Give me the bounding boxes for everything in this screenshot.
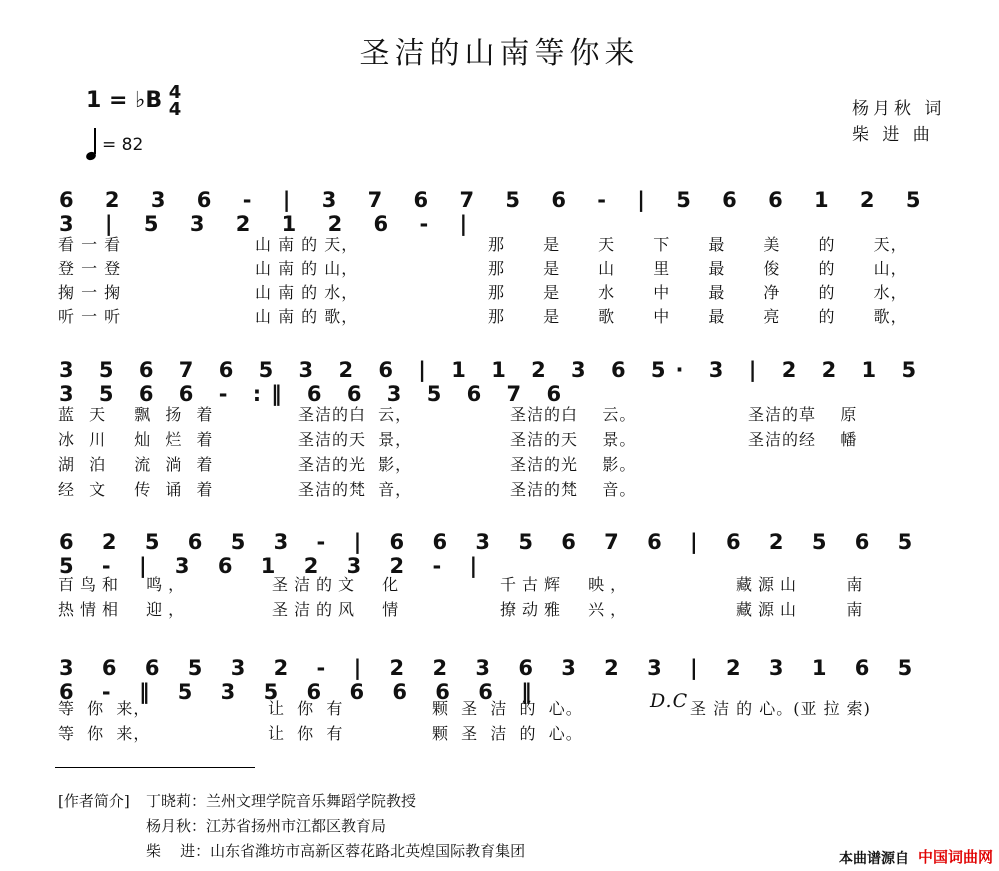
lyric-line	[58, 232, 121, 255]
time-numerator: 4	[168, 82, 182, 103]
quarter-note-icon	[86, 128, 98, 162]
lyric-segment: 那 是 天 下 最 美 的 天，	[488, 235, 908, 254]
lyric-segment: 圣洁的光 影。	[510, 455, 637, 474]
lyric-line	[736, 597, 868, 620]
lyric-segment: 百鸟和 鸣，	[58, 575, 191, 594]
lyric-segment: 看 一 看	[58, 235, 122, 254]
lyric-segment: 圣洁的经 幡	[748, 430, 858, 449]
lyric-segment: 那 是 歌 中 最 亮 的 歌，	[488, 307, 908, 326]
footer-label: [作者简介]	[58, 792, 130, 810]
music-line-3	[55, 530, 945, 578]
lyric-line	[690, 696, 871, 719]
lyric-line	[268, 696, 343, 719]
lyric-segment: 圣洁的天 景，	[298, 430, 413, 449]
lyric-line	[58, 256, 121, 279]
lyric-segment: 山 南 的 天，	[255, 235, 359, 254]
lyric-segment: 山 南 的 水，	[255, 283, 359, 302]
footer-line: 丁晓莉：兰州文理学院音乐舞蹈学院教授	[146, 792, 417, 810]
lyric-line	[255, 280, 358, 303]
lyric-segment: 蓝 天 飘 扬 着	[58, 405, 214, 424]
lyric-segment: 等 你 来，	[58, 724, 151, 743]
footer-divider	[55, 767, 255, 768]
composer-credit: 柴 进 曲	[852, 125, 934, 145]
footer-line: 柴 进：山东省潍坊市高新区蓉花路北英煌国际教育集团	[146, 842, 526, 860]
lyric-line	[255, 256, 358, 279]
lyric-segment: 那 是 水 中 最 净 的 水，	[488, 283, 908, 302]
lyric-line	[298, 427, 412, 450]
lyric-line	[510, 402, 636, 425]
lyric-segment: 经 文 传 诵 着	[58, 480, 214, 499]
lyric-segment: 圣洁的天 景。	[510, 430, 637, 449]
lyric-segment: 撩动雅 兴，	[500, 600, 633, 619]
lyric-segment: 登 一 登	[58, 259, 122, 278]
lyric-line	[58, 452, 213, 475]
lyric-segment: 等 你 来，	[58, 699, 151, 718]
lyric-segment: 听 一 听	[58, 307, 122, 326]
lyric-line	[58, 427, 213, 450]
lyric-segment: 掬 一 掬	[58, 283, 122, 302]
dc-marking	[650, 690, 688, 712]
lyric-segment: 那 是 山 里 最 俊 的 山，	[488, 259, 908, 278]
page-title: 圣洁的山南等你来	[359, 36, 640, 71]
key-signature: 1 = ♭B	[86, 88, 163, 113]
lyric-line	[58, 597, 190, 620]
lyric-segment: 圣洁的草 原	[748, 405, 858, 424]
lyric-line	[432, 696, 583, 719]
notation-text: 3 5 6 7 6 5 3 2 6 | 1 1 2 3 6 5· 3 | 2 2 1 5 3 5 6 6 - :‖ 6 6 3 5 6 7 6	[59, 358, 927, 406]
lyric-segment: 山 南 的 歌，	[255, 307, 359, 326]
lyric-segment: 让 你 有	[268, 699, 344, 718]
lyric-line	[298, 477, 412, 500]
lyric-segment: 圣洁的光 影，	[298, 455, 413, 474]
time-signature	[168, 84, 182, 118]
music-line-1	[55, 188, 945, 236]
lyric-segment: 让 你 有	[268, 724, 344, 743]
lyric-line	[488, 280, 908, 303]
lyric-line	[58, 280, 121, 303]
lyric-segment: 山 南 的 山，	[255, 259, 359, 278]
lyric-segment: 藏源山 南	[736, 575, 869, 594]
lyric-line	[736, 572, 868, 595]
lyric-line	[272, 572, 404, 595]
music-line-2	[55, 358, 945, 406]
lyric-line	[488, 304, 908, 327]
lyric-line	[510, 427, 636, 450]
notation-text: 3 6 6 5 3 2 - | 2 2 3 6 3 2 3 | 2 3 1 6 5 6 - ‖ 5 3 5 6 6 6 6 6 ‖	[59, 656, 925, 704]
lyric-segment: 圣洁的白 云，	[298, 405, 413, 424]
notation-text: 6 2 5 6 5 3 - | 6 6 3 5 6 7 6 | 6 2 5 6 5 5 - | 3 6 1 2 3 2 - |	[59, 530, 925, 578]
lyric-line	[272, 597, 404, 620]
lyric-line	[58, 572, 190, 595]
lyric-segment: 湖 泊 流 淌 着	[58, 455, 214, 474]
lyric-line	[510, 477, 636, 500]
lyricist-credit: 杨月秋 词	[852, 99, 946, 119]
lyric-line	[58, 696, 150, 719]
lyric-segment: 颗 圣 洁 的 心。	[432, 724, 583, 743]
tempo-marking	[86, 128, 143, 162]
lyric-line	[748, 427, 857, 450]
tempo-value: = 82	[102, 135, 144, 155]
lyric-line	[58, 304, 121, 327]
lyric-segment: 冰 川 灿 烂 着	[58, 430, 214, 449]
lyric-line	[298, 402, 412, 425]
footer-line: 杨月秋：江苏省扬州市江都区教育局	[146, 817, 387, 835]
lyric-segment: 圣洁的白 云。	[510, 405, 637, 424]
source-site-link[interactable]: 中国词曲网	[917, 848, 993, 866]
lyric-segment: 藏源山 南	[736, 600, 869, 619]
lyric-line	[298, 452, 412, 475]
lyric-line	[268, 721, 343, 744]
lyric-line	[488, 232, 908, 255]
lyric-segment: 圣洁的梵 音，	[298, 480, 413, 499]
lyric-segment: 圣 洁 的 心。(亚 拉 索)	[690, 699, 871, 718]
lyric-line	[488, 256, 908, 279]
lyric-line	[255, 304, 358, 327]
notation-text: 6 2 3 6 - | 3 7 6 7 5 6 - | 5 6 6 1 2 5 3 | 5 3 2 1 2 6 - |	[59, 188, 935, 236]
lyric-line	[58, 402, 213, 425]
lyric-segment: 圣洁的文 化	[272, 575, 405, 594]
source-label: 本曲谱源自	[839, 851, 909, 867]
lyric-segment: 圣洁的风 情	[272, 600, 405, 619]
lyric-segment: 千古辉 映，	[500, 575, 633, 594]
time-denominator: 4	[168, 99, 182, 120]
lyric-line	[58, 477, 213, 500]
lyric-line	[500, 572, 632, 595]
lyric-line	[58, 721, 150, 744]
lyric-segment: 圣洁的梵 音。	[510, 480, 637, 499]
lyric-line	[500, 597, 632, 620]
lyric-segment: 热情相 迎，	[58, 600, 191, 619]
lyric-segment: D.C	[650, 690, 689, 712]
lyric-line	[255, 232, 358, 255]
lyric-line	[510, 452, 636, 475]
lyric-line	[748, 402, 857, 425]
lyric-segment: 颗 圣 洁 的 心。	[432, 699, 583, 718]
lyric-line	[432, 721, 583, 744]
